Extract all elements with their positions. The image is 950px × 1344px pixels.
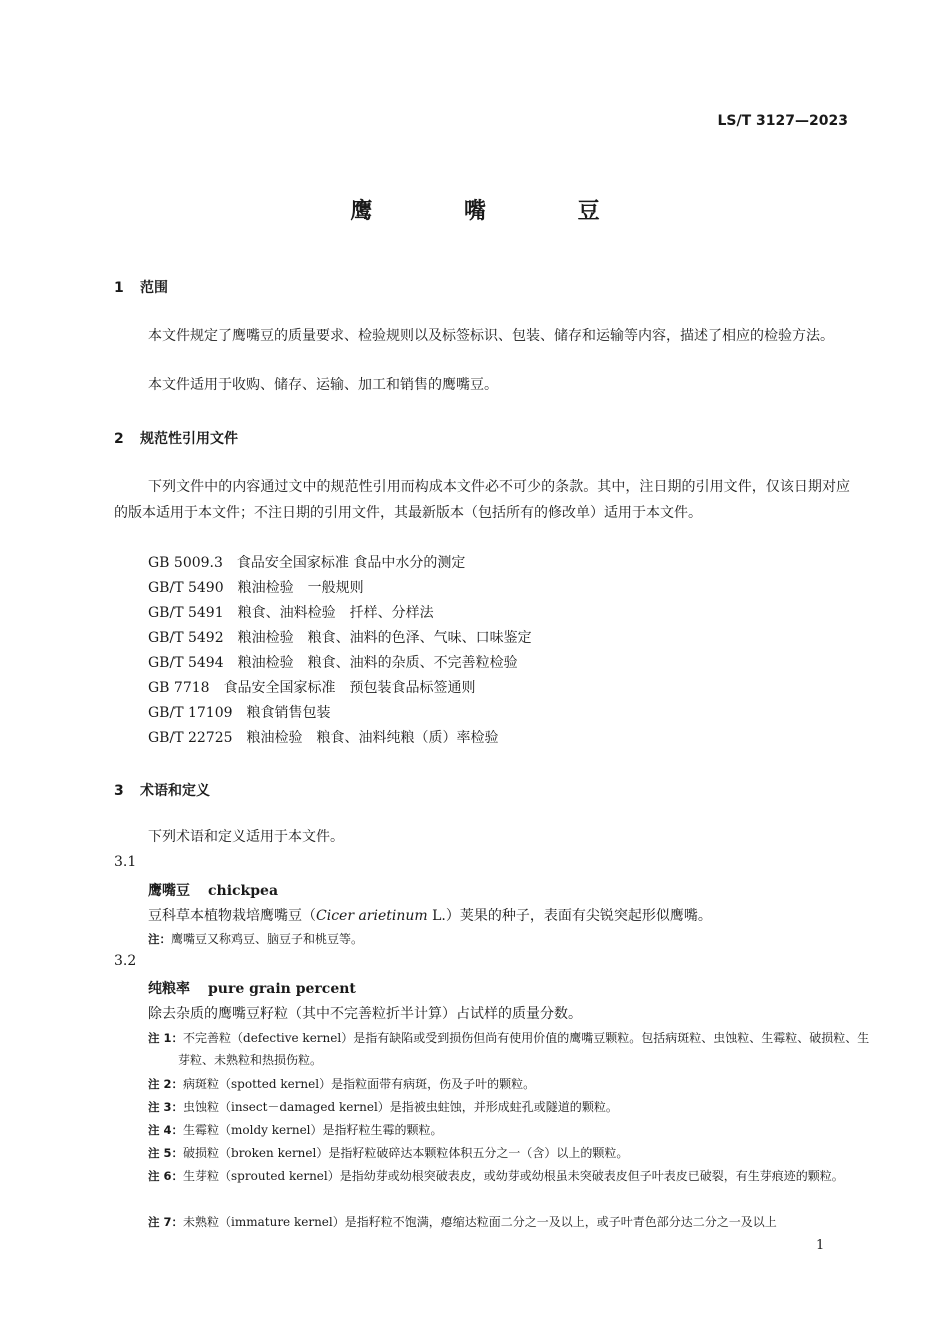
section-title: 术语和定义 [140, 783, 210, 799]
note-item [148, 1142, 880, 1164]
section-2-heading [114, 428, 238, 448]
reference-item [148, 652, 518, 672]
reference-item [148, 602, 434, 622]
standard-code: LS/T 3127—2023 [717, 113, 848, 129]
reference-item [148, 727, 499, 747]
note-text: 生霉粒（moldy kernel）是指籽粒生霉的颗粒。 [183, 1123, 443, 1137]
terms-intro: 下列术语和定义适用于本文件。 [148, 829, 344, 845]
reference-code: GB 7718 [148, 680, 210, 696]
section-title: 范围 [140, 280, 168, 296]
scope-paragraph-2: 本文件适用于收购、储存、运输、加工和销售的鹰嘴豆。 [148, 377, 498, 393]
term-en: chickpea [208, 883, 279, 899]
note-label: 注 4： [148, 1123, 184, 1137]
note-text: 虫蚀粒（insect－damaged kernel）是指被虫蛀蚀，并形成蛀孔或隧道的颗粒。 [183, 1100, 618, 1114]
definition-text: 豆科草本植物栽培鹰嘴豆（ [148, 908, 316, 924]
document-title: 鹰 嘴 豆 [350, 199, 642, 224]
latin-name: Cicer arietinum [316, 908, 428, 924]
reference-code: GB/T 5494 [148, 655, 224, 671]
note-label: 注： [148, 932, 171, 946]
reference-title: 食品安全国家标准 预包装食品标签通则 [223, 680, 476, 696]
note-text: 生芽粒（sprouted kernel）是指幼芽或幼根突破表皮，或幼芽或幼根虽未突破表皮但子叶表皮已破裂，有生芽痕迹的颗粒。 [183, 1169, 844, 1183]
reference-code: GB/T 5491 [148, 605, 224, 621]
reference-title: 食品安全国家标准 食品中水分的测定 [236, 555, 466, 571]
note-item [148, 1027, 880, 1071]
note-text: 不完善粒（defective kernel）是指有缺陷或受到损伤但尚有使用价值的鹰嘴豆颗粒。包括病斑粒、虫蚀粒、生霉粒、破损粒、生芽粒、未熟粒和热损伤粒。 [178, 1031, 870, 1067]
reference-item [148, 577, 364, 597]
note-item [148, 1165, 880, 1187]
term-heading [148, 880, 278, 900]
reference-title: 粮油检验 粮食、油料纯粮（质）率检验 [246, 730, 499, 746]
scope-paragraph-1: 本文件规定了鹰嘴豆的质量要求、检验规则以及标签标识、包装、储存和运输等内容，描述了相应的检验方法。 [148, 328, 834, 344]
term-number: 3.2 [114, 953, 137, 969]
term-heading [148, 978, 356, 998]
note-item [148, 1211, 880, 1233]
section-title: 规范性引用文件 [140, 431, 238, 447]
reference-item [148, 627, 532, 647]
reference-item [148, 552, 465, 572]
term-zh: 鹰嘴豆 [148, 883, 190, 899]
note-text: 病斑粒（spotted kernel）是指粒面带有病斑，伤及子叶的颗粒。 [183, 1077, 536, 1091]
term-zh: 纯粮率 [148, 981, 190, 997]
reference-code: GB/T 5492 [148, 630, 224, 646]
reference-code: GB/T 5490 [148, 580, 224, 596]
note-label: 注 7： [148, 1215, 184, 1229]
note-label: 注 5： [148, 1146, 184, 1160]
section-1-heading [114, 277, 168, 297]
reference-code: GB 5009.3 [148, 555, 223, 571]
term-definition [148, 905, 712, 925]
reference-title: 粮油检验 粮食、油料的色泽、气味、口味鉴定 [237, 630, 532, 646]
note-label: 注 6： [148, 1169, 184, 1183]
note-item [148, 1096, 880, 1118]
note-item [148, 1119, 880, 1141]
section-3-heading [114, 780, 210, 800]
reference-code: GB/T 22725 [148, 730, 233, 746]
term-number: 3.1 [114, 854, 137, 870]
section-number: 3 [114, 783, 124, 799]
page-number: 1 [816, 1238, 825, 1253]
reference-title: 粮食、油料检验 扦样、分样法 [237, 605, 434, 621]
reference-title: 粮油检验 一般规则 [237, 580, 364, 596]
term-definition: 除去杂质的鹰嘴豆籽粒（其中不完善粒折半计算）占试样的质量分数。 [148, 1006, 582, 1022]
note-label: 注 2： [148, 1077, 184, 1091]
definition-text: L.）荚果的种子，表面有尖锐突起形似鹰嘴。 [427, 908, 712, 924]
section-number: 1 [114, 280, 124, 296]
note-text: 鹰嘴豆又称鸡豆、脑豆子和桃豆等。 [171, 932, 364, 946]
normative-refs-intro: 下列文件中的内容通过文中的规范性引用而构成本文件必不可少的条款。其中，注日期的引用文件，仅该日期对应的版本适用于本文件；不注日期的引用文件，其最新版本（包括所有的修改单）适用于本文件。 [114, 479, 850, 521]
note-item [148, 1073, 880, 1095]
section-number: 2 [114, 431, 124, 447]
note-text: 未熟粒（immature kernel）是指籽粒不饱满，瘪缩达粒面二分之一及以上，或子叶青色部分达二分之一及以上 [183, 1215, 777, 1229]
reference-title: 粮油检验 粮食、油料的杂质、不完善粒检验 [237, 655, 518, 671]
reference-item [148, 677, 476, 697]
term-en: pure grain percent [208, 981, 356, 997]
reference-code: GB/T 17109 [148, 705, 233, 721]
reference-item [148, 702, 331, 722]
term-note [148, 928, 850, 950]
note-label: 注 1： [148, 1031, 184, 1045]
note-text: 破损粒（broken kernel）是指籽粒破碎达本颗粒体积五分之一（含）以上的颗粒。 [183, 1146, 629, 1160]
note-label: 注 3： [148, 1100, 184, 1114]
reference-title: 粮食销售包装 [246, 705, 331, 721]
